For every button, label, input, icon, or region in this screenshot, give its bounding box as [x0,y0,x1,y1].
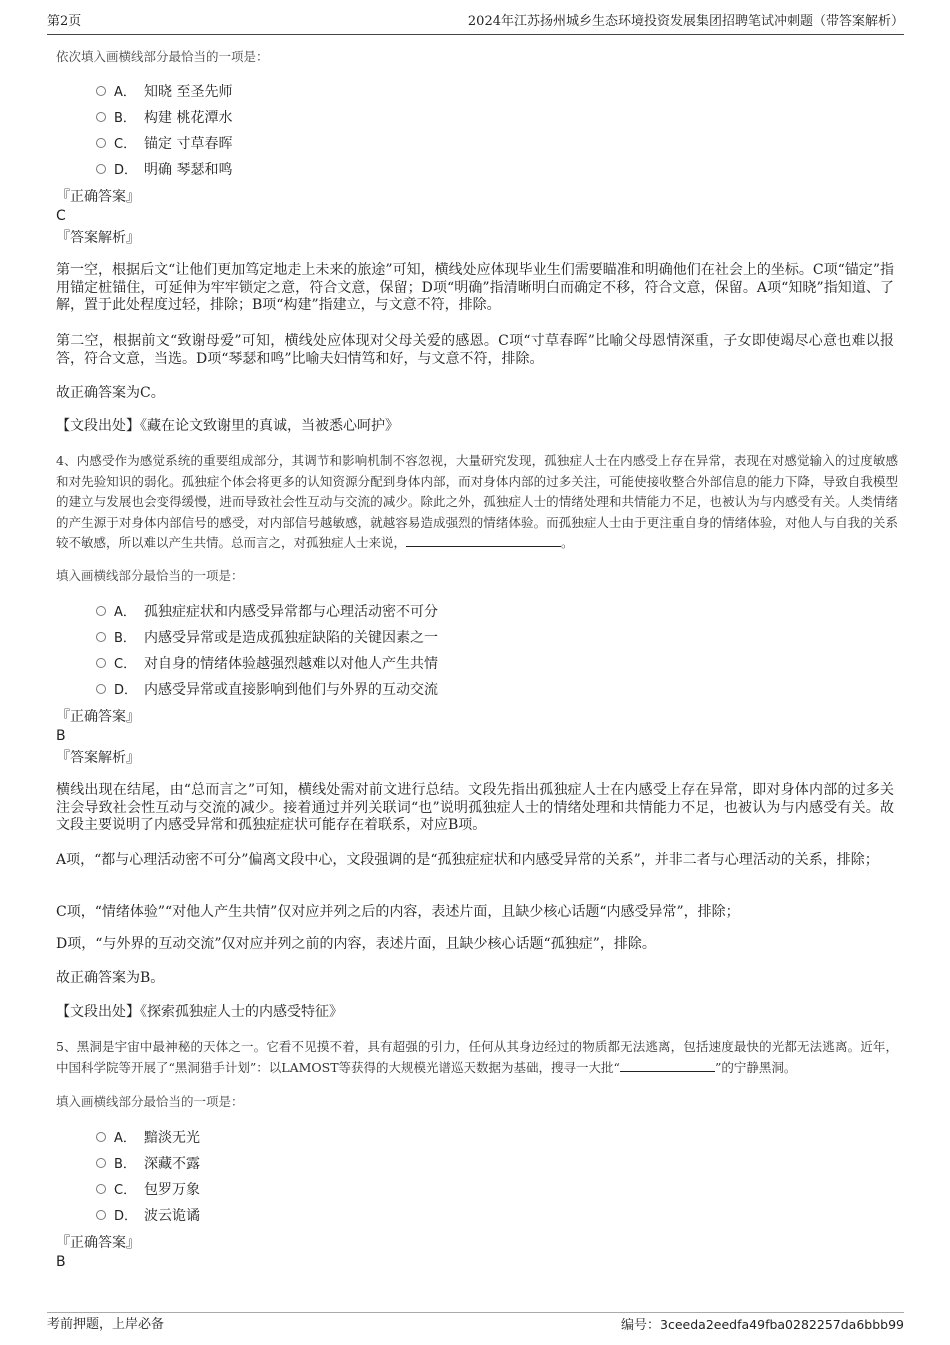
q3-source: 【文段出处】《藏在论文致谢里的真诚，当被悉心呵护》 [56,418,399,434]
radio-icon[interactable] [96,1210,106,1220]
q4-option-d[interactable]: D． 内感受异常或直接影响到他们与外界的互动交流 [96,680,438,702]
q5-option-a[interactable]: A． 黯淡无光 [96,1128,200,1150]
radio-icon[interactable] [96,1158,106,1168]
q3-prompt: 依次填入画横线部分最恰当的一项是： [56,49,269,64]
q4-analysis-para-1: 横线出现在结尾，由“总而言之”可知，横线处需对前文进行总结。文段先指出孤独症人士在内感受上存在异常，即对身体内部的过多关注会导致社会性互动与交流的减少。接着通过并列关联词“也”说明孤独症人士的情绪处理和共情能力不足，也被认为与内感受有关。故文段主要说明了内感受异常和孤独症症状可能存在着联系，对应B项。 [56,782,894,833]
q5-prompt: 填入画横线部分最恰当的一项是： [56,1094,244,1109]
radio-icon[interactable] [96,1184,106,1194]
page-number: 第2页 [47,14,82,29]
radio-icon[interactable] [96,658,106,668]
fill-blank [620,1059,715,1072]
q4-answer-label: 『正确答案』 [56,709,140,725]
document-code: 编号：3ceeda2eedfa49fba0282257da6bbb99 [621,1317,904,1333]
q5-passage: 5、黑洞是宇宙中最神秘的天体之一。它看不见摸不着，具有超强的引力，任何从其身边经过的物质都无法逃离，包括速度最快的光都无法逃离。近年，中国科学院等开展了“黑洞猎手计划”：以LAMOST等获得的大规模光谱巡天数据为基础，搜寻一大批“ ”的宁静黑洞。 [56,1039,898,1075]
page-header [47,12,904,35]
q5-answer-label: 『正确答案』 [56,1235,140,1251]
q3-analysis-conclusion: 故正确答案为C。 [56,385,165,401]
q4-answer: B [56,728,66,744]
q4-analysis-para-2: A项，“都与心理活动密不可分”偏离文段中心，文段强调的是“孤独症症状和内感受异常的关系”，并非二者与心理活动的关系，排除； [56,852,879,868]
footer-slogan: 考前押题，上岸必备 [47,1317,165,1332]
radio-icon[interactable] [96,632,106,642]
q4-analysis-conclusion: 故正确答案为B。 [56,970,165,986]
document-title: 2024年江苏扬州城乡生态环境投资发展集团招聘笔试冲刺题（带答案解析） [467,14,904,29]
radio-icon[interactable] [96,86,106,96]
q5-option-b[interactable]: B． 深藏不露 [96,1154,200,1176]
q3-analysis-para-1: 第一空，根据后文“让他们更加笃定地走上未来的旅途”可知，横线处应体现毕业生们需要瞄准和明确他们在社会上的坐标。C项“锚定”指用锚定桩锚住，可延伸为牢牢锁定之意，符合文意，保留；D项“明确”指清晰明白而确定不移，符合文意，保留。A项“知晓”指知道、了解，置于此处程度过轻，排除；B项“构建”指建立，与文意不符，排除。 [56,262,894,313]
q3-analysis-para-2: 第二空，根据前文“致谢母爱”可知，横线处应体现对父母关爱的感恩。C项“寸草春晖”比喻父母恩情深重，子女即使竭尽心意也难以报答，符合文意，当选。D项“琴瑟和鸣”比喻夫妇情笃和好，与文意不符，排除。 [56,333,894,367]
radio-icon[interactable] [96,164,106,174]
fill-blank [406,534,561,547]
q3-answer-label: 『正确答案』 [56,189,140,205]
q3-analysis-label: 『答案解析』 [56,230,140,246]
q4-analysis-para-4: D项，“与外界的互动交流”仅对应并列之前的内容，表述片面，且缺少核心话题“孤独症”，排除。 [56,936,656,952]
q4-option-b[interactable]: B． 内感受异常或是造成孤独症缺陷的关键因素之一 [96,628,438,650]
q4-analysis-para-3: C项，“情绪体验”“对他人产生共情”仅对应并列之后的内容，表述片面，且缺少核心话题“内感受异常”，排除； [56,904,740,920]
q4-option-a[interactable]: A． 孤独症症状和内感受异常都与心理活动密不可分 [96,602,438,624]
radio-icon[interactable] [96,684,106,694]
q3-option-c[interactable]: C． 锚定 寸草春晖 [96,134,232,156]
page-footer [47,1312,904,1335]
radio-icon[interactable] [96,138,106,148]
q5-option-c[interactable]: C． 包罗万象 [96,1180,200,1202]
q4-source: 【文段出处】《探索孤独症人士的内感受特征》 [56,1004,343,1020]
q5-answer: B [56,1254,66,1270]
q4-option-c[interactable]: C． 对自身的情绪体验越强烈越难以对他人产生共情 [96,654,438,676]
q4-prompt: 填入画横线部分最恰当的一项是： [56,568,244,583]
q5-option-d[interactable]: D． 波云诡谲 [96,1206,200,1228]
q3-option-d[interactable]: D． 明确 琴瑟和鸣 [96,160,232,182]
q3-answer: C [56,208,66,224]
q4-passage: 4、内感受作为感觉系统的重要组成部分，其调节和影响机制不容忽视，大量研究发现，孤独症人士在内感受上存在异常，表现在对感觉输入的过度敏感和对先验知识的弱化。孤独症个体会将更多的认知资源分配到身体内部，而对身体内部的过多关注，可能使接收整合外部信息的能力下降，导致自我模型的建立与发展也会变得缓慢，进而导致社会性互动与交流的减少。除此之外，孤独症人士的情绪处理和共情能力不足，也被认为与内感受有关。人类情绪的产生源于对身体内部信号的感受，对内部信号越敏感，就越容易造成强烈的情绪体验。而孤独症人士由于更注重自身的情绪体验，对他人与自我的关系较不敏感，所以难以产生共情。总而言之，对孤独症人士来说， 。 [56,453,898,550]
radio-icon[interactable] [96,606,106,616]
radio-icon[interactable] [96,112,106,122]
q3-option-a[interactable]: A． 知晓 至圣先师 [96,82,232,104]
q4-analysis-label: 『答案解析』 [56,750,140,766]
radio-icon[interactable] [96,1132,106,1142]
q3-option-b[interactable]: B． 构建 桃花潭水 [96,108,232,130]
